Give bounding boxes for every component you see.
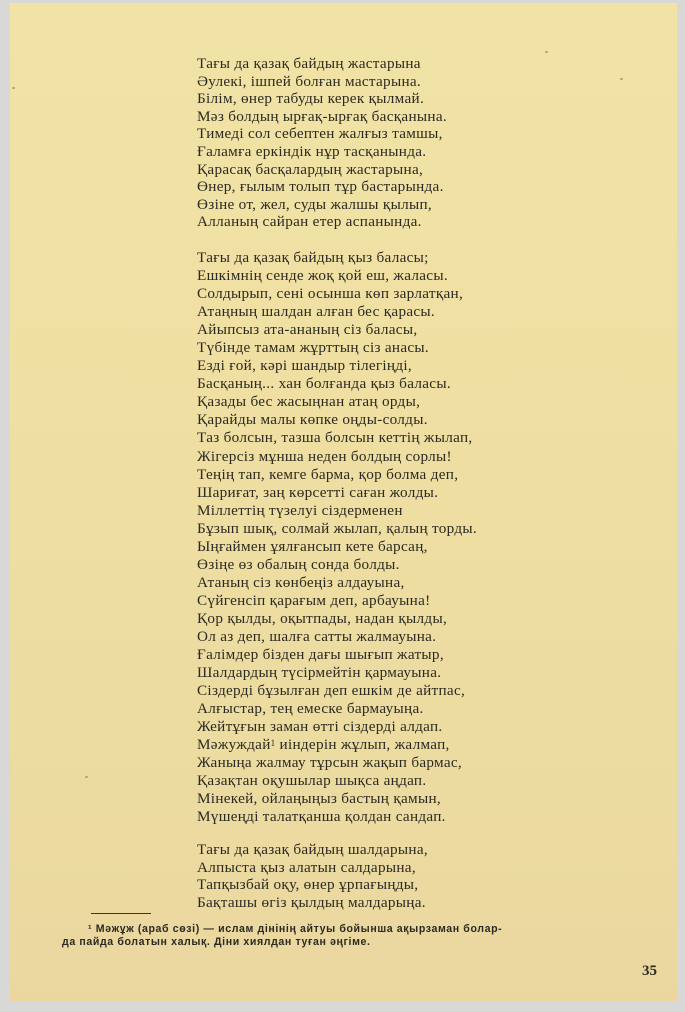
poem-line: Тимеді сол себептен жалғыз тамшы, (197, 125, 443, 143)
poem-line: Таз болсын, тазша болсын кеттің жылап, (197, 429, 473, 447)
poem-line-end: иіндерін жұлып, жалмап, (275, 736, 450, 754)
poem-line: Айыпсыз ата-ананың сіз баласы, (197, 321, 418, 339)
paper-speck (85, 776, 88, 778)
book-page (10, 3, 677, 1002)
poem-line: Ғаламға еркіндік нұр тасқанында. (197, 142, 427, 160)
footnote-line-1 (62, 923, 662, 936)
poem-stanza-2 (197, 249, 477, 827)
footnote-reference[interactable]: 1 (270, 738, 276, 749)
poem-line: Ғалімдер бізден дағы шығып жатыр, (197, 646, 444, 664)
paper-speck (545, 51, 548, 53)
poem-line: Басқаның... хан болғанда қыз баласы. (197, 375, 451, 393)
poem-line: Шариғат, заң көрсетті саған жолды. (197, 483, 439, 501)
footnote (62, 923, 662, 948)
footnote-marker: ¹ (88, 923, 93, 935)
poem-line: Өзіне от, жел, суды жалшы қылып, (197, 195, 432, 213)
poem-line: Атаның сіз көнбеңіз алдауына, (197, 573, 405, 591)
poem-line: Тағы да қазақ байдың жастарына (197, 55, 421, 72)
poem-line: Өзіңе өз обалың сонда болды. (197, 555, 400, 573)
poem-line: Жаныңа жалмау тұрсын жақып бармас, (197, 754, 463, 772)
paper-speck (12, 87, 15, 89)
poem-line: Тағы да қазақ байдың шалдарына, (197, 841, 429, 858)
poem-line: Мүшеңді талатқанша қолдан сандап. (197, 808, 446, 826)
poem-line: Бақташы өгіз қылдың малдарыңа. (197, 893, 426, 911)
poem-line: Атаңның шалдан алған бес қарасы. (197, 303, 436, 321)
poem-line: Міллеттің түзелуі сіздерменен (197, 501, 403, 519)
footnote-line-2: да пайда болатын халық. Діни хиялдан туған әңгіме. (62, 935, 371, 948)
poem-line: Өнер, ғылым толып тұр бастарында. (197, 178, 444, 196)
poem-line: Қазады бес жасыңнан атаң орды, (197, 393, 421, 411)
poem-line: Езді ғой, кәрі шандыр тілегіңді, (197, 357, 413, 375)
poem-line: Солдырып, сені осынша көп зарлатқан, (197, 285, 464, 303)
poem-line: Алғыстар, тең емеске бармауыңа. (197, 700, 424, 718)
footnote-text-1: Мәжұж (араб сөзі) — ислам дінінің айтуы бойынша ақырзаман болар- (95, 923, 503, 935)
poem-line: Мәз болдың ырғақ-ырғақ басқанына. (197, 107, 447, 125)
poem-line: Жейтұғын заман өтті сіздерді алдап. (197, 718, 443, 736)
poem-stanza-3 (197, 841, 428, 911)
poem-line: Шалдардың түсірмейтін қармауына. (197, 664, 442, 682)
poem-line: Бұзып шық, солмай жылап, қалың торды. (197, 519, 477, 537)
poem-line: Ол аз деп, шалға сатты жалмауына. (197, 627, 437, 645)
poem-line: Қор қылды, оқытпады, надан қылды, (197, 609, 448, 627)
poem-line: Сүйгенсіп қарағым деп, арбауына! (197, 591, 431, 609)
poem-line-start: Мәжуждай (197, 736, 271, 754)
poem-line: Жігерсіз мұнша неден болдың сорлы! (197, 447, 452, 465)
poem-line: Қарасақ басқалардың жастарына, (197, 160, 424, 178)
footnote-divider (91, 913, 151, 914)
poem-line: Мінекей, ойлаңыңыз бастың қамын, (197, 790, 441, 808)
poem-line: Сіздерді бұзылған деп ешкім де айтпас, (197, 682, 466, 700)
poem-line: Алланың сайран етер аспанында. (197, 213, 422, 231)
page-number: 35 (642, 963, 657, 979)
poem-line: Әулекі, ішпей болған мастарына. (197, 72, 422, 90)
poem-line: Тағы да қазақ байдың қыз баласы; (197, 249, 429, 266)
poem-stanza-1 (197, 55, 447, 231)
poem-line: Қарайды малы көпке оңды-солды. (197, 411, 428, 429)
poem-line: Ешкімнің сенде жоқ қой еш, жаласы. (197, 267, 448, 285)
poem-line: Білім, өнер табуды керек қылмай. (197, 90, 425, 108)
poem-line: Ыңғаймен ұялғансып кете барсаң, (197, 537, 428, 555)
poem-line: Тапқызбай оқу, өнер ұрпағыңды, (197, 876, 419, 894)
poem-line: Теңің тап, кемге барма, қор болма деп, (197, 465, 459, 483)
poem-line-with-footnote (197, 736, 477, 754)
poem-line: Қазақтан оқушылар шықса аңдап. (197, 772, 427, 790)
poem-line: Алпыста қыз алатын салдарына, (197, 858, 416, 876)
poem-line: Түбінде тамам жұрттың сіз анасы. (197, 339, 430, 357)
paper-speck (620, 78, 623, 80)
